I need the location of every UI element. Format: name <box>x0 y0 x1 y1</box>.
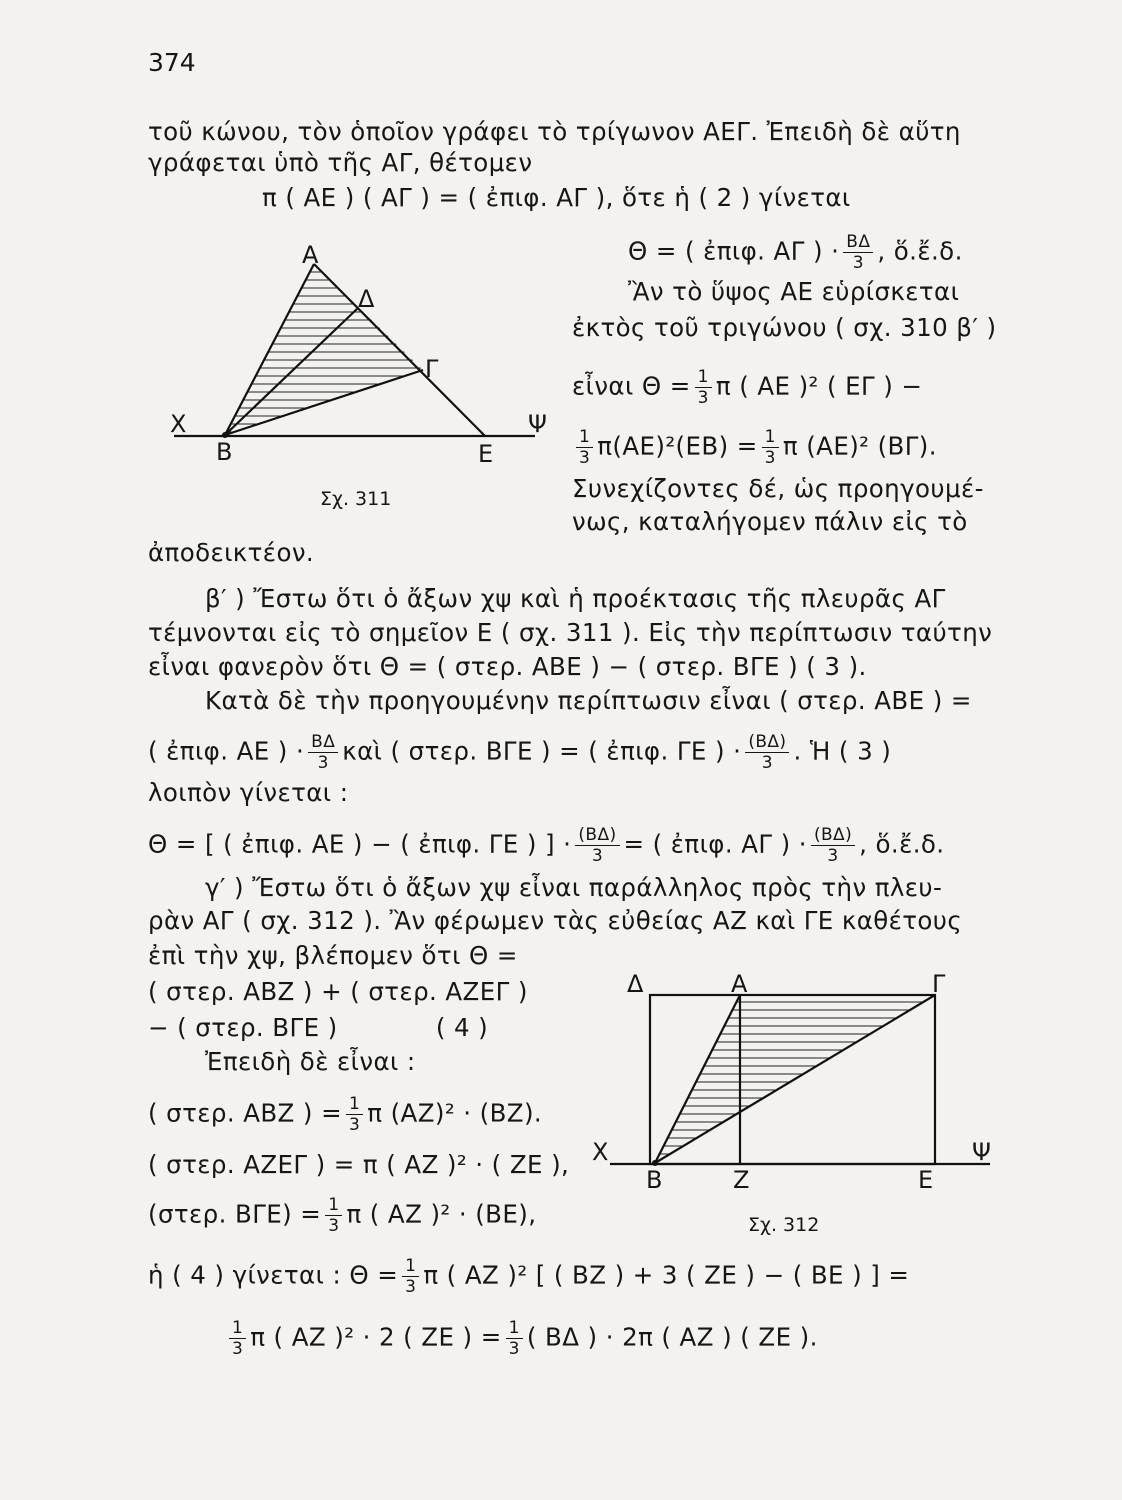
text-line: ἀποδεικτέον. <box>148 538 315 567</box>
fraction-denominator: 3 <box>764 448 776 468</box>
label-Psi: Ψ <box>972 1138 991 1166</box>
equation-line <box>148 1095 542 1134</box>
equation-line: ( στερ. ΑΖΕΓ ) = π ( ΑΖ )² · ( ΖΕ ), <box>148 1150 570 1179</box>
fraction-denominator: 3 <box>328 1216 340 1236</box>
fraction <box>575 826 619 865</box>
equation-text: π (ΑΖ)² · (ΒΖ). <box>367 1098 543 1128</box>
text-line: ( στερ. ΑΒΖ ) + ( στερ. ΑΖΕΓ ) <box>148 977 528 1006</box>
hatching <box>220 272 430 432</box>
text-line: Συνεχίζοντες δέ, ὡς προηγουμέ- <box>572 474 984 503</box>
equation-line <box>572 428 937 467</box>
fraction-denominator: 3 <box>761 753 773 773</box>
equation-text: π ( ΑΖ )² [ ( ΒΖ ) + 3 ( ΖΕ ) − ( ΒΕ ) ] = <box>423 1260 910 1290</box>
page-number: 374 <box>148 48 196 77</box>
text-line: νως, καταλήγομεν πάλιν εἰς τὸ <box>572 507 968 536</box>
fraction-numerator: ΒΔ <box>308 733 338 753</box>
fraction <box>695 368 712 407</box>
text-line: γράφεται ὑπὸ τῆς ΑΓ, θέτομεν <box>148 148 533 177</box>
equation-text: , ὅ.ἔ.δ. <box>877 236 963 266</box>
equation-text: ( ἐπιφ. ΑΕ ) · <box>148 736 305 766</box>
equation-text: καὶ ( στερ. ΒΓΕ ) = ( ἐπιφ. ΓΕ ) · <box>342 736 742 766</box>
fraction-numerator: 1 <box>762 428 779 448</box>
text-line: γ′ ) Ἔστω ὅτι ὁ ἄξων χψ εἶναι παράλληλος πρὸς τὴν πλευ- <box>205 873 943 902</box>
fraction <box>346 1095 363 1134</box>
fraction-numerator: 1 <box>576 428 593 448</box>
equation-text: π ( ΑΖ )² · (ΒΕ), <box>346 1199 537 1229</box>
figure-caption: Σχ. 311 <box>320 488 392 510</box>
figure-caption: Σχ. 312 <box>748 1214 820 1236</box>
label-G: Γ <box>425 355 439 383</box>
equation-line: π ( ΑΕ ) ( ΑΓ ) = ( ἐπιφ. ΑΓ ), ὅτε ἡ ( 2 ) γίνεται <box>262 183 851 212</box>
text-line: εἶναι φανερὸν ὅτι Θ = ( στερ. ΑΒΕ ) − ( στερ. ΒΓΕ ) ( 3 ). <box>148 652 867 681</box>
text-line: β′ ) Ἔστω ὅτι ὁ ἄξων χψ καὶ ἡ προέκτασις τῆς πλευρᾶς ΑΓ <box>205 584 946 613</box>
fraction-numerator: 1 <box>506 1319 523 1339</box>
fraction <box>506 1319 523 1358</box>
equation-text: (στερ. ΒΓΕ) = <box>148 1199 322 1229</box>
fraction <box>745 733 789 772</box>
fraction-denominator: 3 <box>697 388 709 408</box>
equation-line <box>628 233 963 272</box>
equation-line <box>572 368 922 407</box>
label-X: Χ <box>592 1138 609 1166</box>
fraction-numerator: (ΒΔ) <box>575 826 619 846</box>
label-E: Ε <box>478 440 494 468</box>
text-line: τέμνονται εἰς τὸ σημεῖον Ε ( σχ. 311 ). Εἰς τὴν περίπτωσιν ταύτην <box>148 618 993 647</box>
fraction <box>325 1196 342 1235</box>
fraction-numerator: 1 <box>229 1319 246 1339</box>
equation-text: εἶναι Θ = <box>572 371 691 401</box>
equation-text: Θ = [ ( ἐπιφ. ΑΕ ) − ( ἐπιφ. ΓΕ ) ] · <box>148 829 572 859</box>
text-line: Κατὰ δὲ τὴν προηγουμένην περίπτωσιν εἶναι ( στερ. ΑΒΕ ) = <box>205 686 972 715</box>
fraction-numerator: (ΒΔ) <box>811 826 855 846</box>
fraction-numerator: 1 <box>402 1257 419 1277</box>
fraction <box>762 428 779 467</box>
equation-line <box>148 1196 536 1235</box>
text-line: ρὰν ΑΓ ( σχ. 312 ). Ἂν φέρωμεν τὰς εὐθείας ΑΖ καὶ ΓΕ καθέτους <box>148 906 963 935</box>
equation-text: . Ἡ ( 3 ) <box>793 736 892 766</box>
label-Z: Ζ <box>733 1166 750 1194</box>
equation-text: , ὅ.ἔ.δ. <box>859 829 945 859</box>
label-Psi: Ψ <box>528 410 547 438</box>
fraction-denominator: 3 <box>591 846 604 866</box>
label-X: Χ <box>170 410 187 438</box>
hatching <box>650 1002 940 1162</box>
fraction-numerator: 1 <box>695 368 712 388</box>
equation-text: = ( ἐπιφ. ΑΓ ) · <box>623 829 807 859</box>
fraction <box>308 733 338 772</box>
fraction-numerator: 1 <box>346 1095 363 1115</box>
label-B: Β <box>646 1166 663 1194</box>
fraction-numerator: ΒΔ <box>843 233 873 253</box>
fraction <box>402 1257 419 1296</box>
fraction <box>811 826 855 865</box>
label-E: Ε <box>918 1166 934 1194</box>
label-B: Β <box>216 438 233 466</box>
label-D: Δ <box>358 285 375 313</box>
text-line: Ἐπειδὴ δὲ εἶναι : <box>205 1047 416 1076</box>
label-D: Δ <box>627 970 644 998</box>
fraction-denominator: 3 <box>827 846 839 866</box>
label-A: Α <box>731 970 748 998</box>
fraction-denominator: 3 <box>852 253 864 273</box>
equation-text: π ( ΑΖ )² · 2 ( ΖΕ ) = <box>250 1322 502 1352</box>
equation-text: π(ΑΕ)²(ΕΒ) = <box>597 431 758 461</box>
equation-text: Θ = ( ἐπιφ. ΑΓ ) · <box>628 236 840 266</box>
fraction <box>229 1319 246 1358</box>
fraction <box>843 233 873 272</box>
text-line: ἐκτὸς τοῦ τριγώνου ( σχ. 310 β′ ) <box>572 313 997 342</box>
fraction-denominator: 3 <box>405 1277 417 1297</box>
fraction-numerator: (ΒΔ) <box>745 733 789 753</box>
text-line: − ( στερ. ΒΓΕ ) ( 4 ) <box>148 1013 489 1042</box>
equation-text: π ( ΑΕ )² ( ΕΓ ) − <box>715 371 923 401</box>
label-G: Γ <box>932 970 946 998</box>
equation-text: ἡ ( 4 ) γίνεται : Θ = <box>148 1260 399 1290</box>
fraction-denominator: 3 <box>349 1115 361 1135</box>
fraction-denominator: 3 <box>508 1339 520 1359</box>
equation-text: ( ΒΔ ) · 2π ( ΑΖ ) ( ΖΕ ). <box>526 1322 818 1352</box>
equation-line <box>225 1319 818 1358</box>
fraction-denominator: 3 <box>579 448 591 468</box>
equation-text: π (ΑΕ)² (ΒΓ). <box>782 431 937 461</box>
text-line: Ἂν τὸ ὕψος ΑΕ εὑρίσκεται <box>628 277 960 306</box>
label-A: Α <box>302 241 319 269</box>
side-ae <box>314 264 485 436</box>
text-line: λοιπὸν γίνεται : <box>148 778 349 807</box>
equation-line <box>148 1257 909 1296</box>
fraction-denominator: 3 <box>232 1339 244 1359</box>
text-line: ἐπὶ τὴν χψ, βλέπομεν ὅτι Θ = <box>148 941 518 970</box>
equation-text: ( στερ. ΑΒΖ ) = <box>148 1098 343 1128</box>
equation-line <box>148 733 891 772</box>
fraction-denominator: 3 <box>317 753 329 773</box>
equation-line <box>148 826 945 865</box>
text-line: τοῦ κώνου, τὸν ὁποῖον γράφει τὸ τρίγωνον ΑΕΓ. Ἐπειδὴ δὲ αὕτη <box>148 117 961 146</box>
fraction-numerator: 1 <box>325 1196 342 1216</box>
segment-bd <box>225 308 358 435</box>
